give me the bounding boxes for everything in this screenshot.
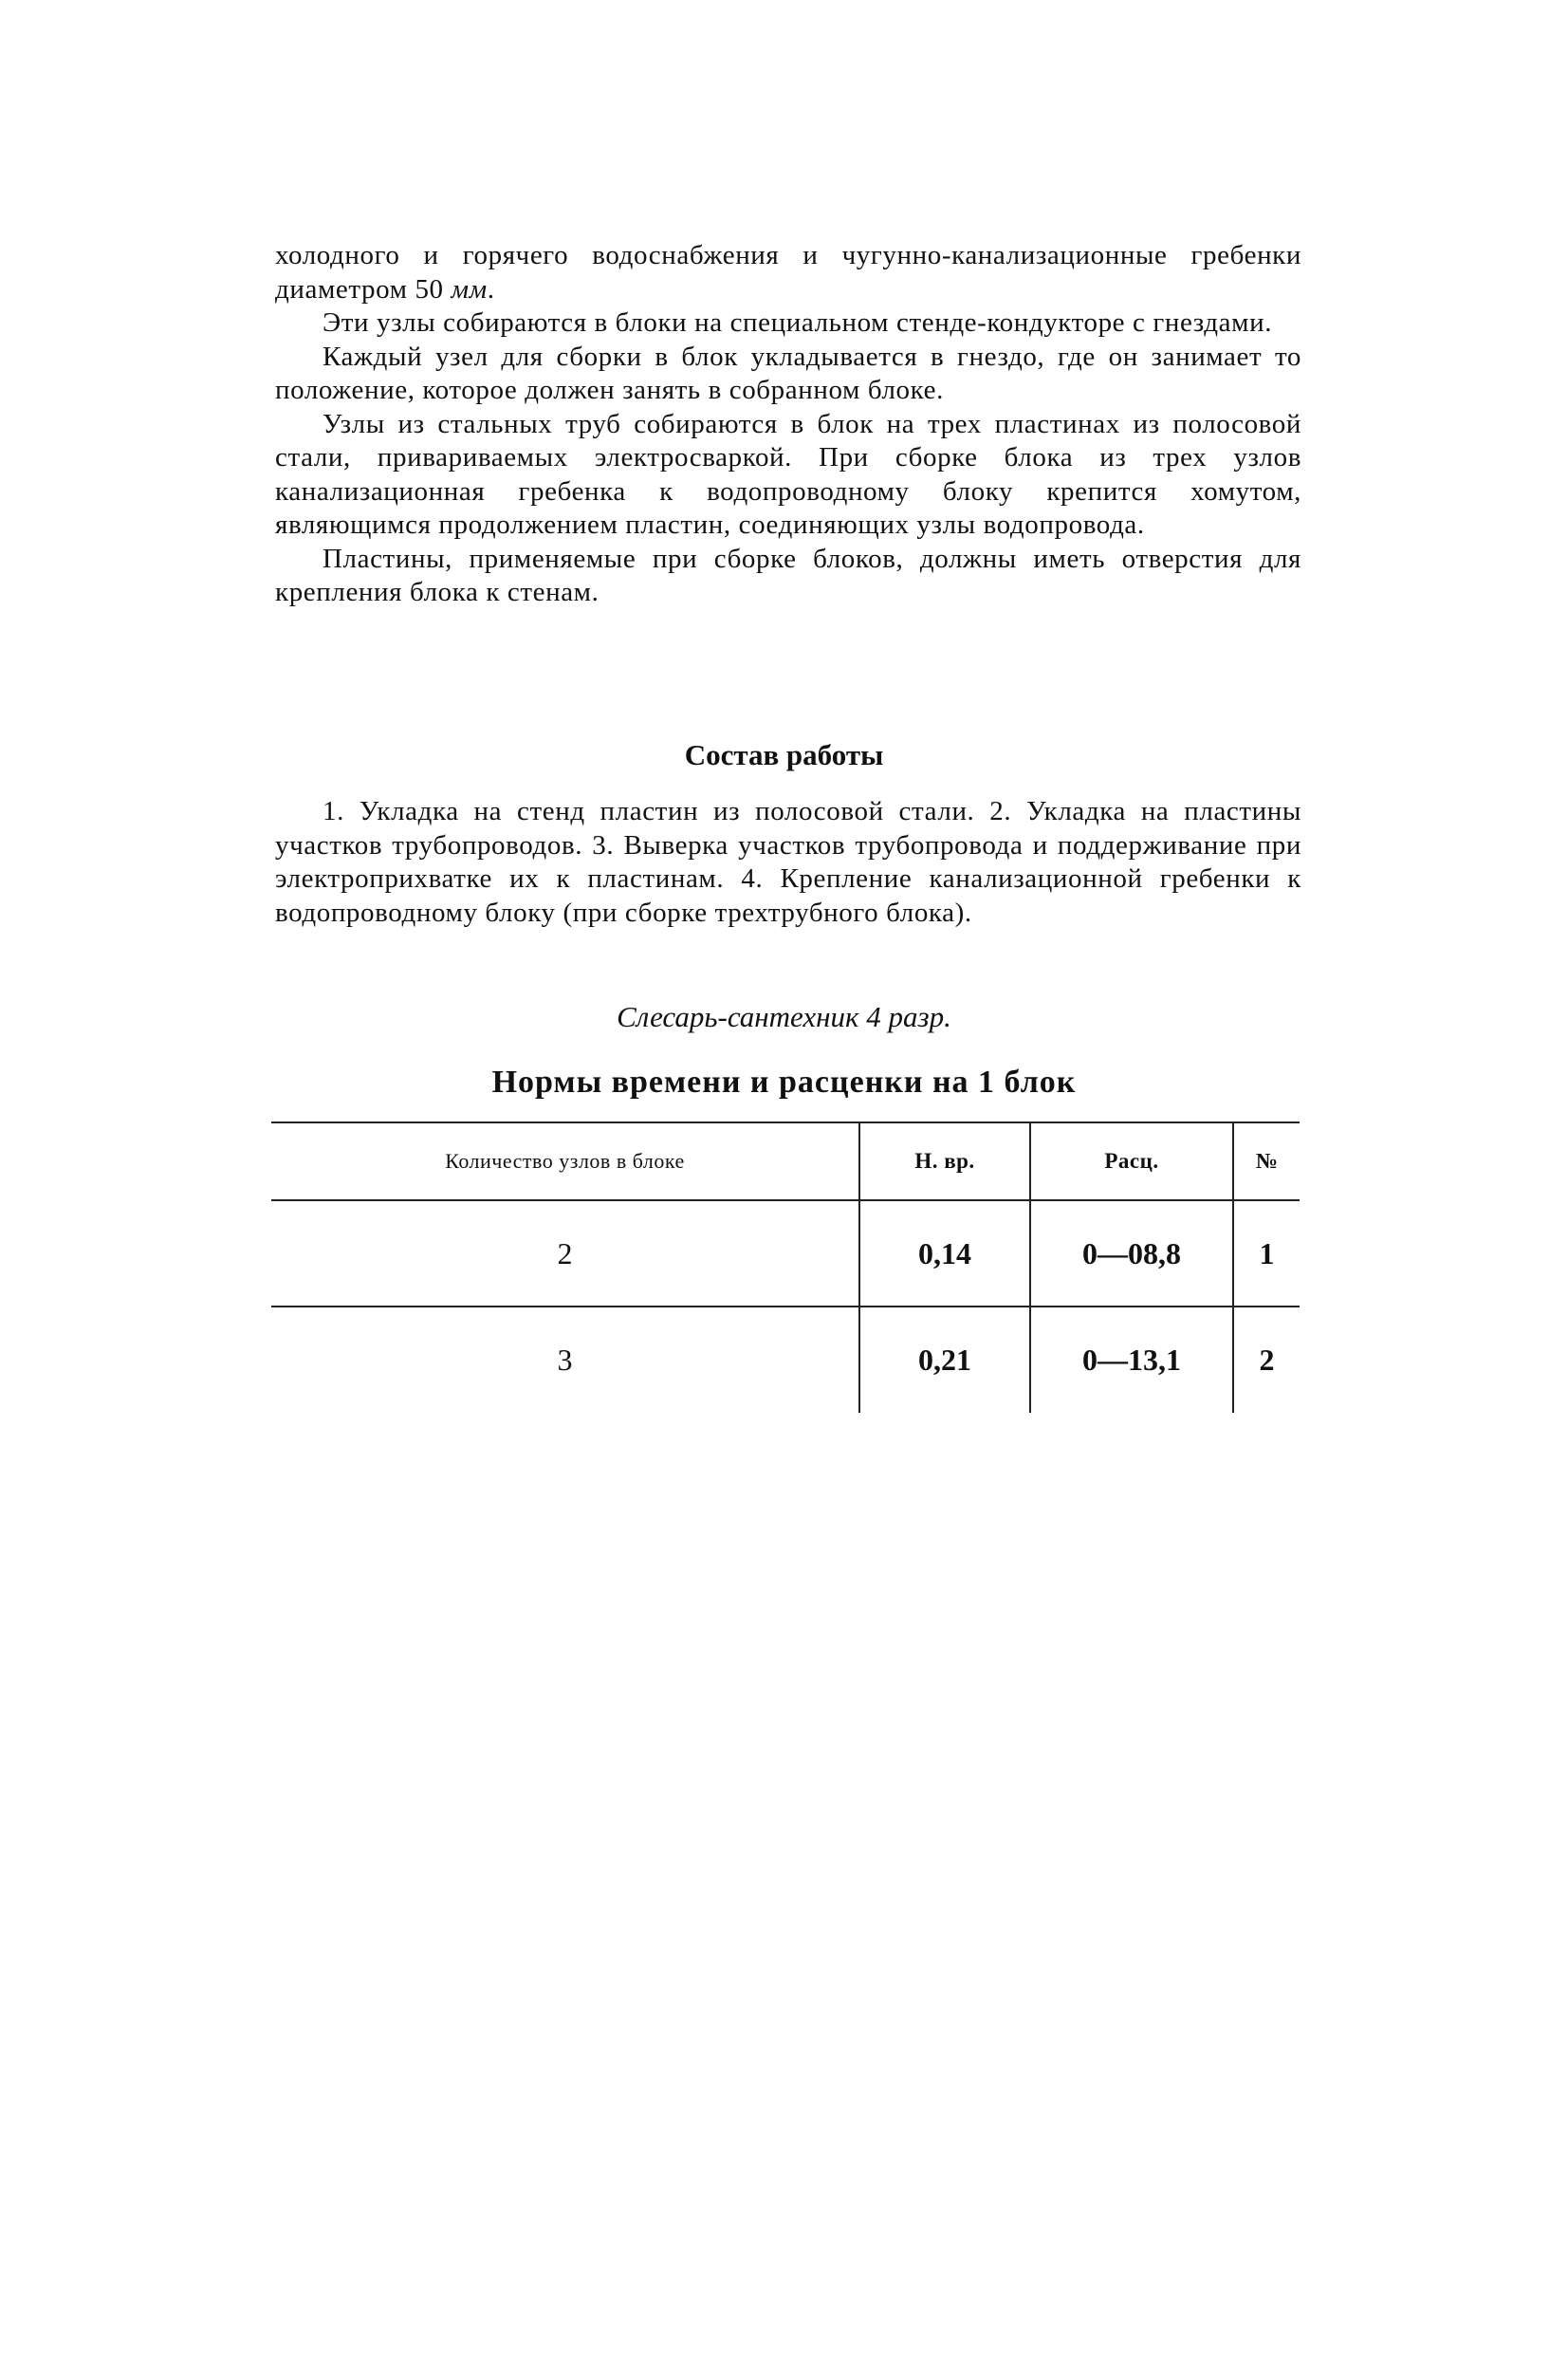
cell-count: 3 <box>557 1343 573 1377</box>
paragraph-4: Узлы из стальных труб собираются в блок на трех пластинах из полосовой стали, привариваемых электросваркой. При сборке блока из трех узлов канализационная гребенка к водопроводному блоку крепится хомутом, являющимся продолжением пластин, соединяющих узлы водопровода. <box>275 408 1301 540</box>
paragraph-1-end: . <box>487 273 495 305</box>
paragraph-3: Каждый узел для сборки в блок укладывается в гнездо, где он занимает то положение, которое должен занять в собранном блоке. <box>275 341 1301 405</box>
table-title: Нормы времени и расценки на 1 блок <box>491 1065 1077 1100</box>
table-row <box>271 1200 1300 1307</box>
header-num: № <box>1233 1122 1300 1200</box>
norms-table <box>271 1121 1300 1413</box>
cell-price: 0—08,8 <box>1030 1200 1233 1307</box>
worker-qualification: Слесарь-сантехник 4 разр. <box>617 1000 951 1033</box>
cell-num: 2 <box>1233 1307 1300 1413</box>
cell-time: 0,21 <box>859 1307 1030 1413</box>
section-title: Состав работы <box>684 738 884 771</box>
header-count: Количество узлов в блоке <box>445 1149 685 1173</box>
table-header-row <box>271 1122 1300 1200</box>
work-composition-text: 1. Укладка на стенд пластин из полосовой стали. 2. Укладка на пластины участков трубопроводов. 3. Выверка участков трубопровода и поддерживание при электроприхватке их к пластинам. 4. Крепление канализационной гребенки к водопроводному блоку (при сборке трехтрубного блока). <box>275 796 1301 928</box>
cell-time: 0,14 <box>859 1200 1030 1307</box>
cell-count: 2 <box>557 1235 573 1270</box>
header-price: Расц. <box>1030 1122 1233 1200</box>
header-time: Н. вр. <box>859 1122 1030 1200</box>
unit-mm: мм <box>451 273 488 305</box>
paragraph-1-text: холодного и горячего водоснабжения и чугунно-канализационные гребенки диаметром 50 <box>275 240 1301 305</box>
cell-price: 0—13,1 <box>1030 1307 1233 1413</box>
paragraph-2: Эти узлы собираются в блоки на специальном стенде-кондукторе с гнездами. <box>323 307 1273 338</box>
cell-num: 1 <box>1233 1200 1300 1307</box>
paragraph-1 <box>275 239 1301 306</box>
intro-text <box>275 239 1301 610</box>
work-composition <box>275 795 1301 930</box>
table-row <box>271 1307 1300 1413</box>
paragraph-5: Пластины, применяемые при сборке блоков, должны иметь отверстия для крепления блока к стенам. <box>275 543 1301 607</box>
